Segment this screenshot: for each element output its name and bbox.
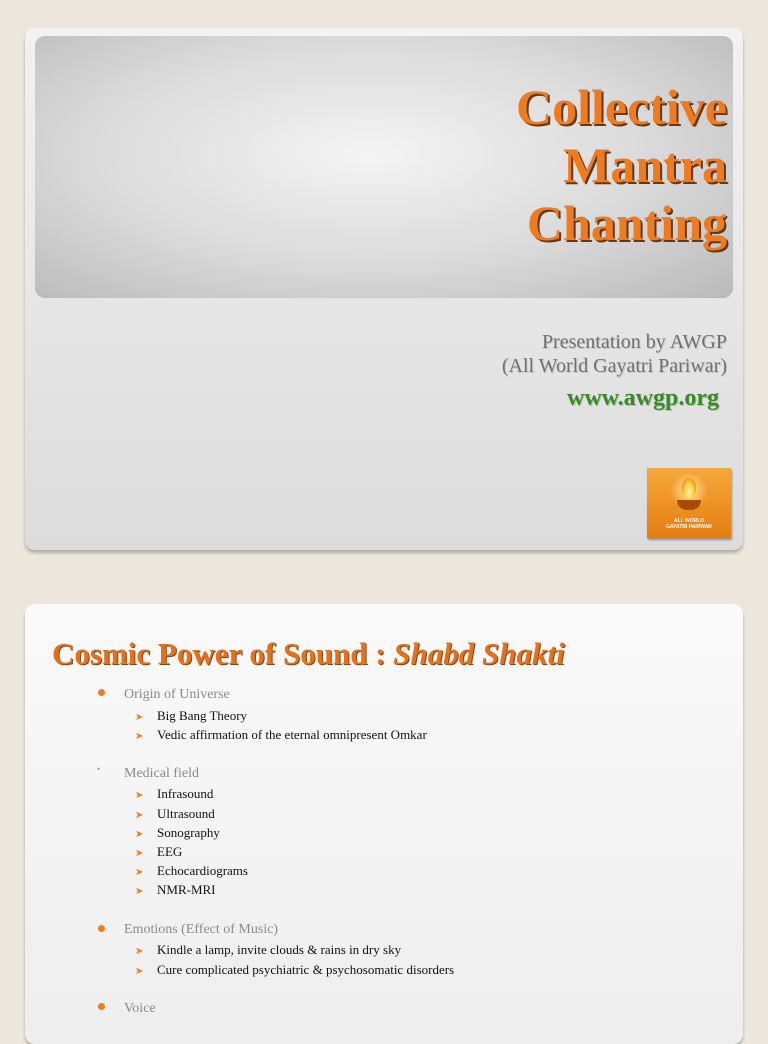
title-line: Collective bbox=[515, 79, 727, 135]
list-item-text: EEG bbox=[157, 844, 183, 859]
list-item-text: Big Bang Theory bbox=[157, 708, 248, 723]
arrow-bullet-icon: ➤ bbox=[135, 731, 144, 742]
arrow-bullet-icon: ➤ bbox=[135, 867, 144, 878]
arrow-bullet-icon: ➤ bbox=[135, 810, 144, 821]
subtitle-line: Presentation by AWGP bbox=[541, 331, 727, 353]
arrow-bullet-icon: ➤ bbox=[135, 829, 144, 840]
presentation-title bbox=[516, 78, 727, 252]
list-item bbox=[135, 844, 182, 860]
logo-text-line: GAYATRI PARIWAR bbox=[666, 524, 712, 530]
subtitle-line: (All World Gayatri Pariwar) bbox=[501, 355, 727, 377]
slide-title-italic: Shabd Shakti bbox=[393, 636, 565, 671]
list-item-text: Kindle a lamp, invite clouds & rains in dry sky bbox=[157, 942, 402, 957]
list-item-text: Vedic affirmation of the eternal omnipresent Omkar bbox=[157, 727, 427, 742]
logo-text-line: ALL WORLD bbox=[674, 518, 704, 524]
awgp-logo bbox=[647, 468, 731, 538]
list-item bbox=[135, 962, 454, 978]
slide-title-main: Cosmic Power of Sound : bbox=[52, 636, 394, 671]
content-slide bbox=[25, 604, 743, 1044]
list-item-text: NMR-MRI bbox=[157, 882, 216, 897]
section-label: Medical field bbox=[124, 766, 200, 781]
list-item bbox=[135, 863, 248, 879]
list-item bbox=[135, 786, 213, 802]
presentation-subtitle bbox=[502, 330, 727, 378]
bullet-icon bbox=[98, 925, 105, 932]
title-line: Mantra bbox=[563, 137, 727, 193]
list-item-text: Sonography bbox=[157, 825, 220, 840]
title-slide bbox=[25, 28, 743, 550]
section-label: Voice bbox=[124, 1001, 156, 1016]
list-item-text: Infrasound bbox=[157, 786, 214, 801]
list-item bbox=[135, 708, 247, 724]
bullet-icon bbox=[98, 1003, 105, 1010]
arrow-bullet-icon: ➤ bbox=[135, 790, 144, 801]
logo-text bbox=[647, 518, 731, 530]
list-item-text: Echocardiograms bbox=[157, 863, 248, 878]
lamp-flame-icon bbox=[682, 478, 696, 498]
list-item bbox=[135, 825, 220, 841]
bullet-icon bbox=[98, 689, 105, 696]
section-label: Origin of Universe bbox=[124, 687, 230, 702]
lamp-base-icon bbox=[677, 500, 701, 510]
list-item bbox=[135, 942, 401, 958]
slide-title bbox=[52, 636, 565, 672]
title-line: Chanting bbox=[526, 195, 727, 251]
list-item-text: Ultrasound bbox=[157, 806, 215, 821]
arrow-bullet-icon: ➤ bbox=[135, 966, 144, 977]
section-label: Emotions (Effect of Music) bbox=[124, 922, 279, 937]
list-item bbox=[135, 882, 216, 898]
bullet-icon: • bbox=[97, 764, 101, 774]
website-link[interactable]: www.awgp.org bbox=[566, 385, 719, 411]
list-item-text: Cure complicated psychiatric & psychosomatic disorders bbox=[157, 962, 455, 977]
arrow-bullet-icon: ➤ bbox=[135, 848, 144, 859]
list-item bbox=[135, 727, 427, 743]
arrow-bullet-icon: ➤ bbox=[135, 946, 144, 957]
arrow-bullet-icon: ➤ bbox=[135, 886, 144, 897]
list-item bbox=[135, 806, 215, 822]
arrow-bullet-icon: ➤ bbox=[135, 712, 144, 723]
